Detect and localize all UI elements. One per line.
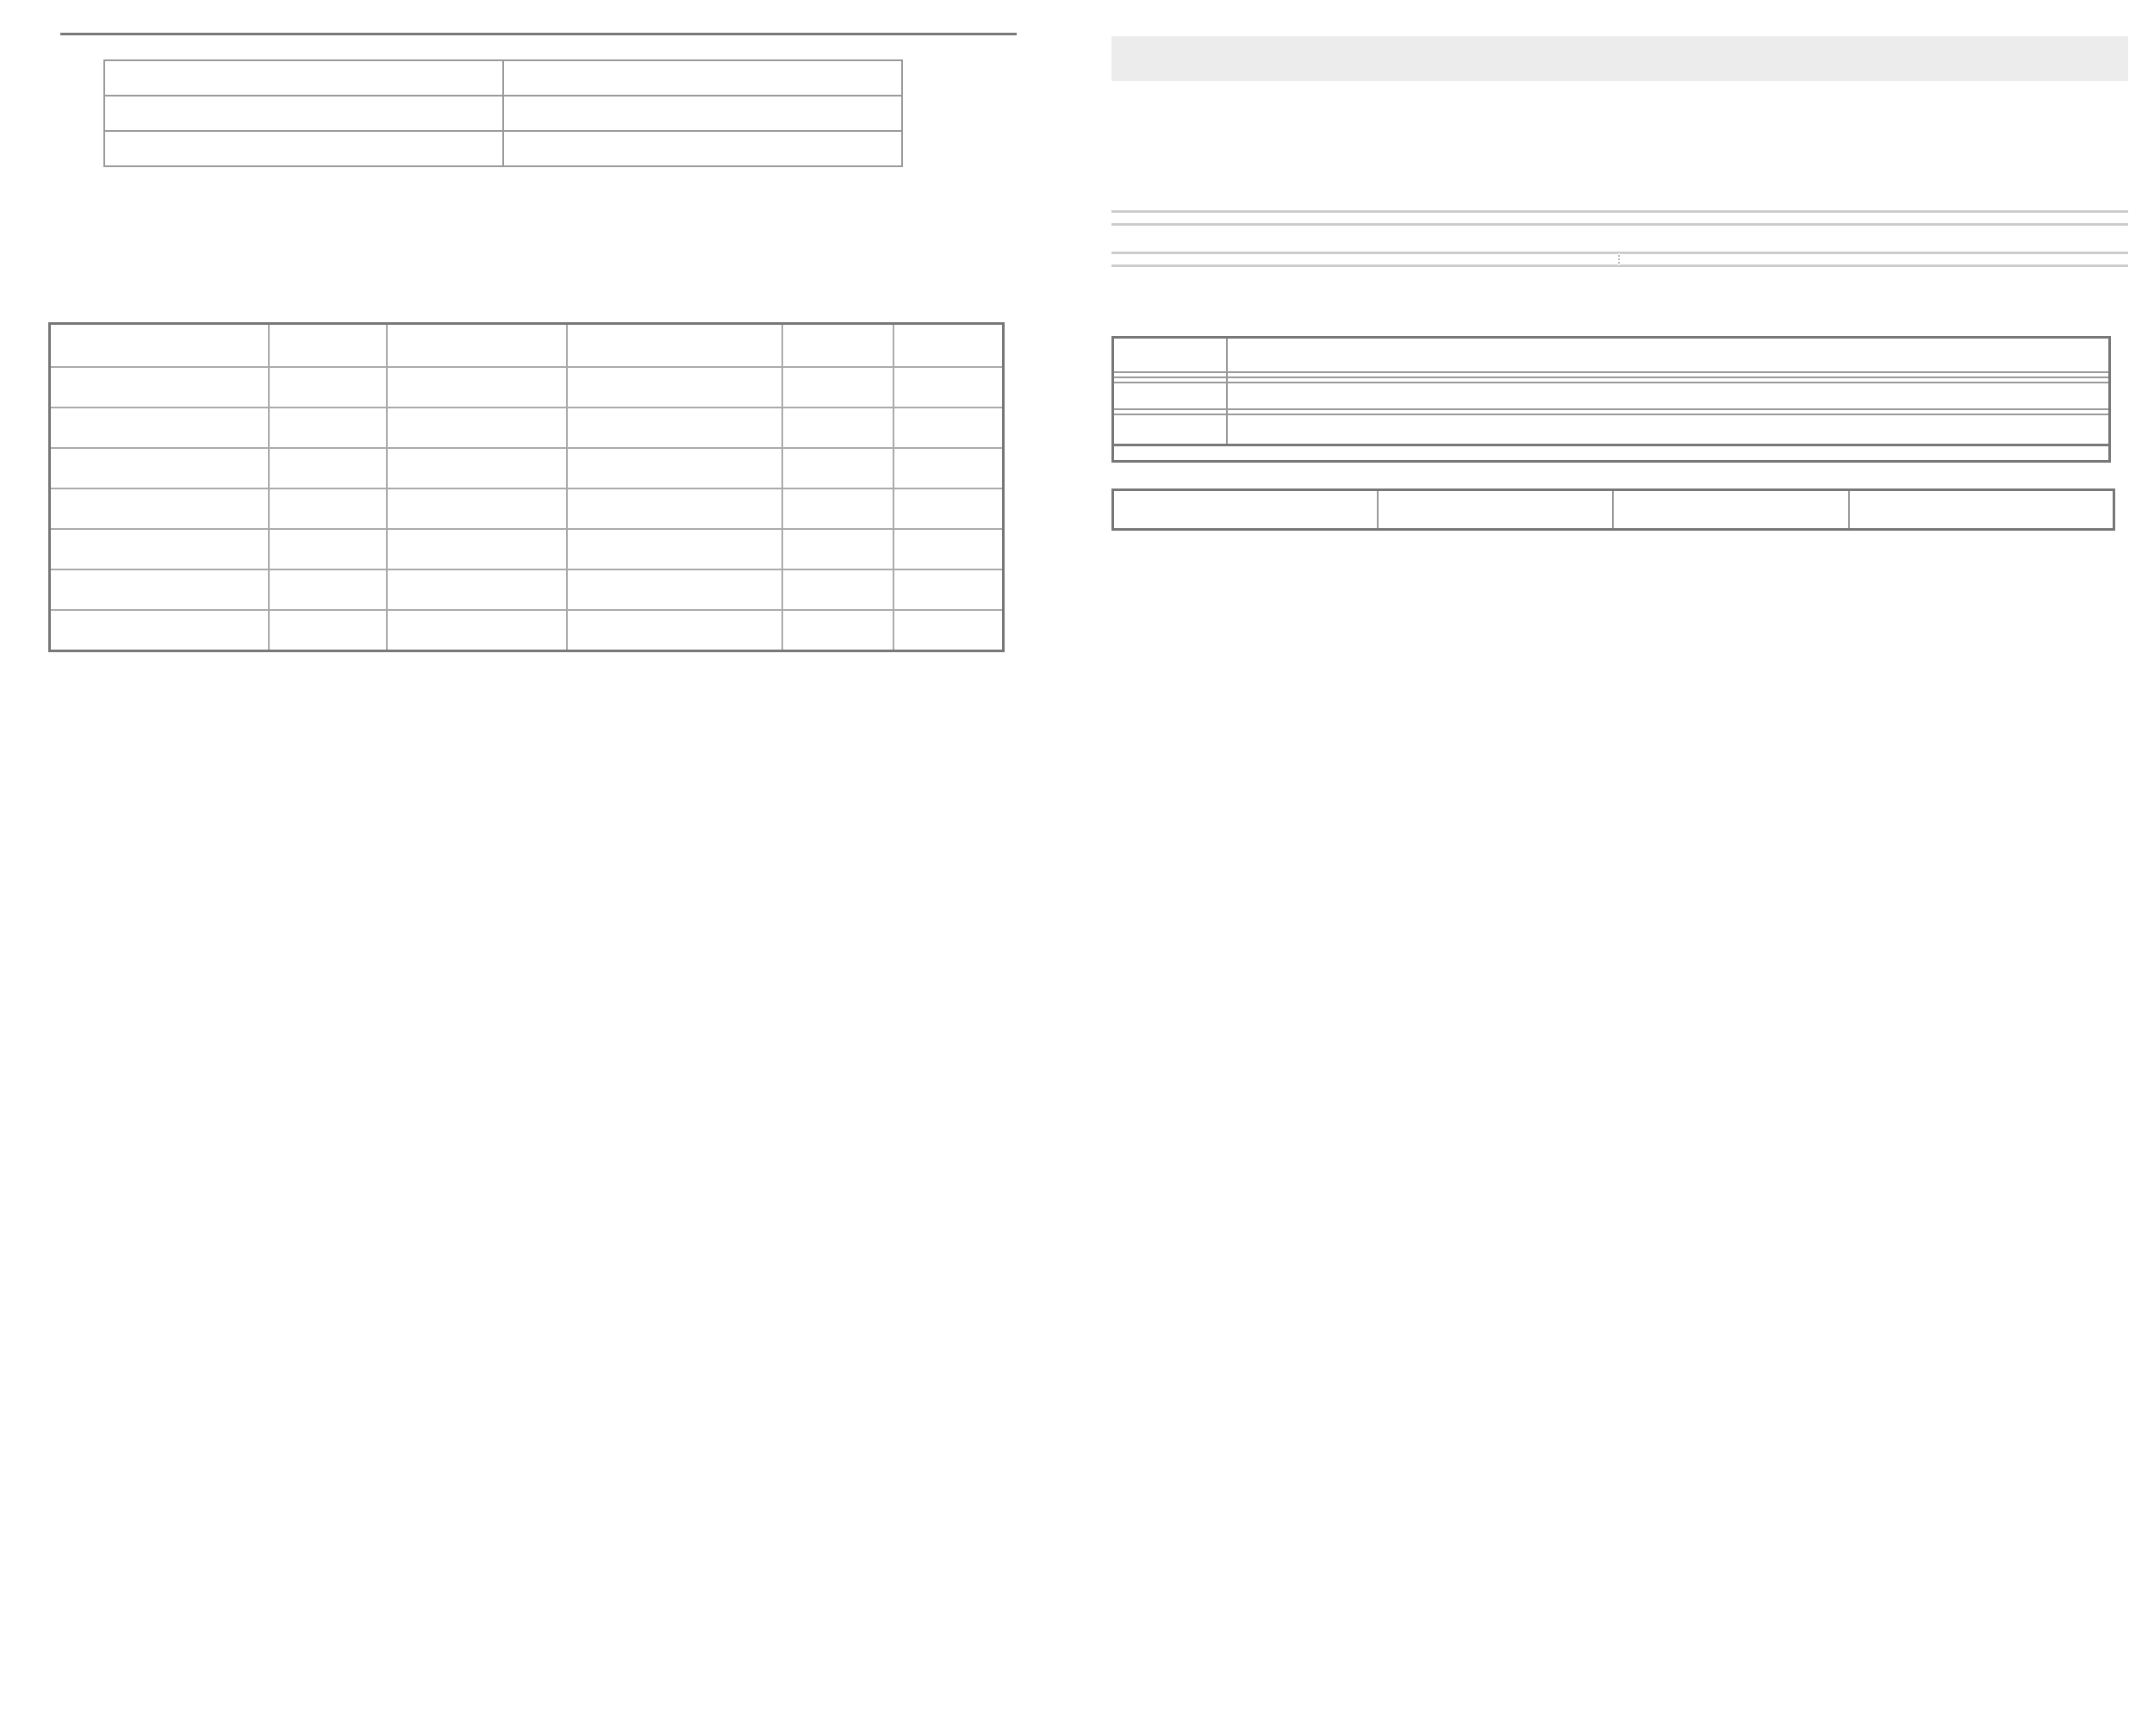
training-cell	[387, 408, 567, 448]
offering-label	[1113, 414, 1228, 445]
training-cell	[50, 610, 269, 651]
training-cell	[782, 408, 893, 448]
training-cell	[50, 367, 269, 408]
training-cell	[782, 448, 893, 488]
survey-cell	[503, 131, 902, 166]
training-cell	[50, 448, 269, 488]
training-cell	[782, 367, 893, 408]
training-cell	[387, 448, 567, 488]
training-cell	[50, 408, 269, 448]
training-cell	[567, 569, 782, 610]
offering-names	[1227, 383, 2110, 409]
training-cell	[269, 408, 387, 448]
survey-cell	[104, 131, 503, 166]
training-cell	[387, 610, 567, 651]
training-header	[567, 324, 782, 368]
page-title	[60, 26, 1017, 35]
may-ministry-list	[1111, 210, 2128, 226]
training-row	[50, 448, 1004, 488]
survey-header	[104, 60, 503, 96]
training-header	[387, 324, 567, 368]
training-cell	[269, 367, 387, 408]
attendance-value	[1378, 490, 1613, 530]
training-cell	[50, 529, 269, 569]
training-header	[782, 324, 893, 368]
missionary-list	[1111, 252, 1620, 267]
right-column	[1111, 17, 2128, 531]
training-cell	[387, 367, 567, 408]
offering-label	[1113, 383, 1228, 409]
training-cell	[567, 408, 782, 448]
training-header	[893, 324, 1004, 368]
offering-names	[1227, 338, 2110, 372]
training-cell	[893, 529, 1004, 569]
training-cell	[269, 448, 387, 488]
offering-table	[1111, 336, 2111, 446]
survey-cell	[104, 96, 503, 131]
attendance-value	[1849, 490, 2114, 530]
training-cell	[567, 488, 782, 529]
offering-label	[1113, 338, 1228, 372]
left-column	[60, 17, 1017, 652]
training-cell	[782, 610, 893, 651]
training-header	[269, 324, 387, 368]
training-cell	[782, 488, 893, 529]
attendance-table	[1111, 488, 2115, 531]
training-cell	[387, 569, 567, 610]
training-cell	[782, 569, 893, 610]
training-cell	[269, 529, 387, 569]
survey-cell	[503, 96, 902, 131]
training-cell	[567, 610, 782, 651]
attendance-label	[1613, 490, 1848, 530]
training-table	[48, 322, 1005, 652]
training-row	[50, 488, 1004, 529]
attendance-label	[1113, 490, 1379, 530]
training-row	[50, 408, 1004, 448]
training-cell	[893, 569, 1004, 610]
survey-table	[103, 59, 903, 167]
training-row	[50, 529, 1004, 569]
training-cell	[387, 529, 567, 569]
training-cell	[50, 569, 269, 610]
section-survey	[60, 59, 1017, 167]
newfamily-header-bar	[1111, 36, 2128, 81]
training-cell	[567, 529, 782, 569]
training-cell	[50, 488, 269, 529]
training-cell	[269, 569, 387, 610]
training-header	[50, 324, 269, 368]
training-row	[50, 610, 1004, 651]
sick-block	[1620, 243, 2128, 267]
training-cell	[893, 448, 1004, 488]
training-cell	[893, 367, 1004, 408]
sick-list	[1620, 252, 2128, 267]
training-cell	[893, 488, 1004, 529]
training-cell	[387, 488, 567, 529]
thanks-notes	[1111, 446, 2111, 463]
training-row	[50, 569, 1004, 610]
training-cell	[567, 367, 782, 408]
missionary-block	[1111, 243, 1620, 267]
training-cell	[269, 610, 387, 651]
training-row	[50, 367, 1004, 408]
offering-names	[1227, 414, 2110, 445]
training-cell	[269, 488, 387, 529]
training-cell	[567, 448, 782, 488]
survey-header	[503, 60, 902, 96]
missionary-sick-row	[1111, 243, 2128, 267]
training-cell	[893, 610, 1004, 651]
training-cell	[782, 529, 893, 569]
training-cell	[893, 408, 1004, 448]
attendance-total-row	[1113, 490, 2114, 530]
training-header-row	[50, 324, 1004, 368]
